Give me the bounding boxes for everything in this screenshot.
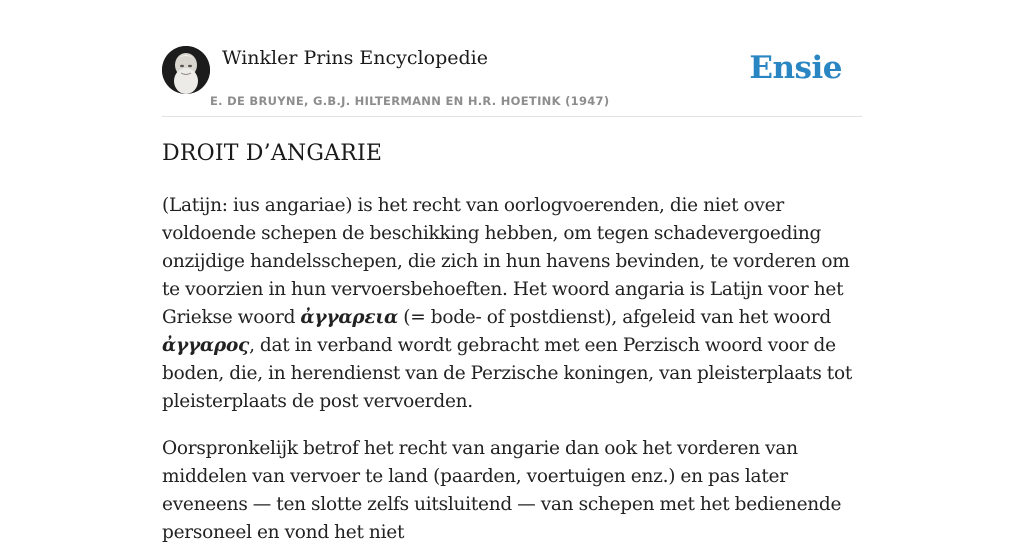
greek-word-angaros: ἀγγαρος	[162, 335, 250, 356]
encyclopedia-header	[162, 46, 862, 117]
bearded-man-portrait-icon	[162, 46, 210, 94]
article-title: DROIT D’ANGARIE	[162, 141, 383, 166]
site-title[interactable]: Winkler Prins Encyclopedie	[222, 47, 488, 69]
paragraph-text: (= bode- of postdienst), afgeleid van het woord	[398, 307, 831, 328]
paragraph-text: (Latijn: ius angariae) is het recht van oorlogvoerenden, die niet over voldoende schepen de beschikking hebben, om tegen schadevergoeding onzijdige handelsschepen, die zich in hun havens bevinden, te vorderen om te voorzien in hun vervoersbehoeften. Het woord angaria is Latijn voor het Griekse woord	[162, 195, 850, 328]
ensie-logo[interactable]: Ensie	[749, 50, 842, 86]
author-avatar[interactable]	[162, 46, 210, 94]
article-paragraph-2: Oorspronkelijk betrof het recht van angarie dan ook het vorderen van middelen van vervoer te land (paarden, voertuigen enz.) en pas later eveneens — ten slotte zelfs uitsluitend — van schepen met het bedienende personeel en vond het niet	[162, 438, 842, 543]
paragraph-text: , dat in verband wordt gebracht met een Perzisch woord voor de boden, die, in herendienst van de Perzische koningen, van pleisterplaats tot pleisterplaats de post vervoerden.	[162, 335, 853, 412]
greek-word-angareia: ἀγγαρεια	[300, 307, 399, 328]
authors-line: E. DE BRUYNE, G.B.J. HILTERMANN EN H.R. HOETINK (1947)	[210, 94, 610, 108]
article-paragraph-1	[162, 192, 867, 416]
